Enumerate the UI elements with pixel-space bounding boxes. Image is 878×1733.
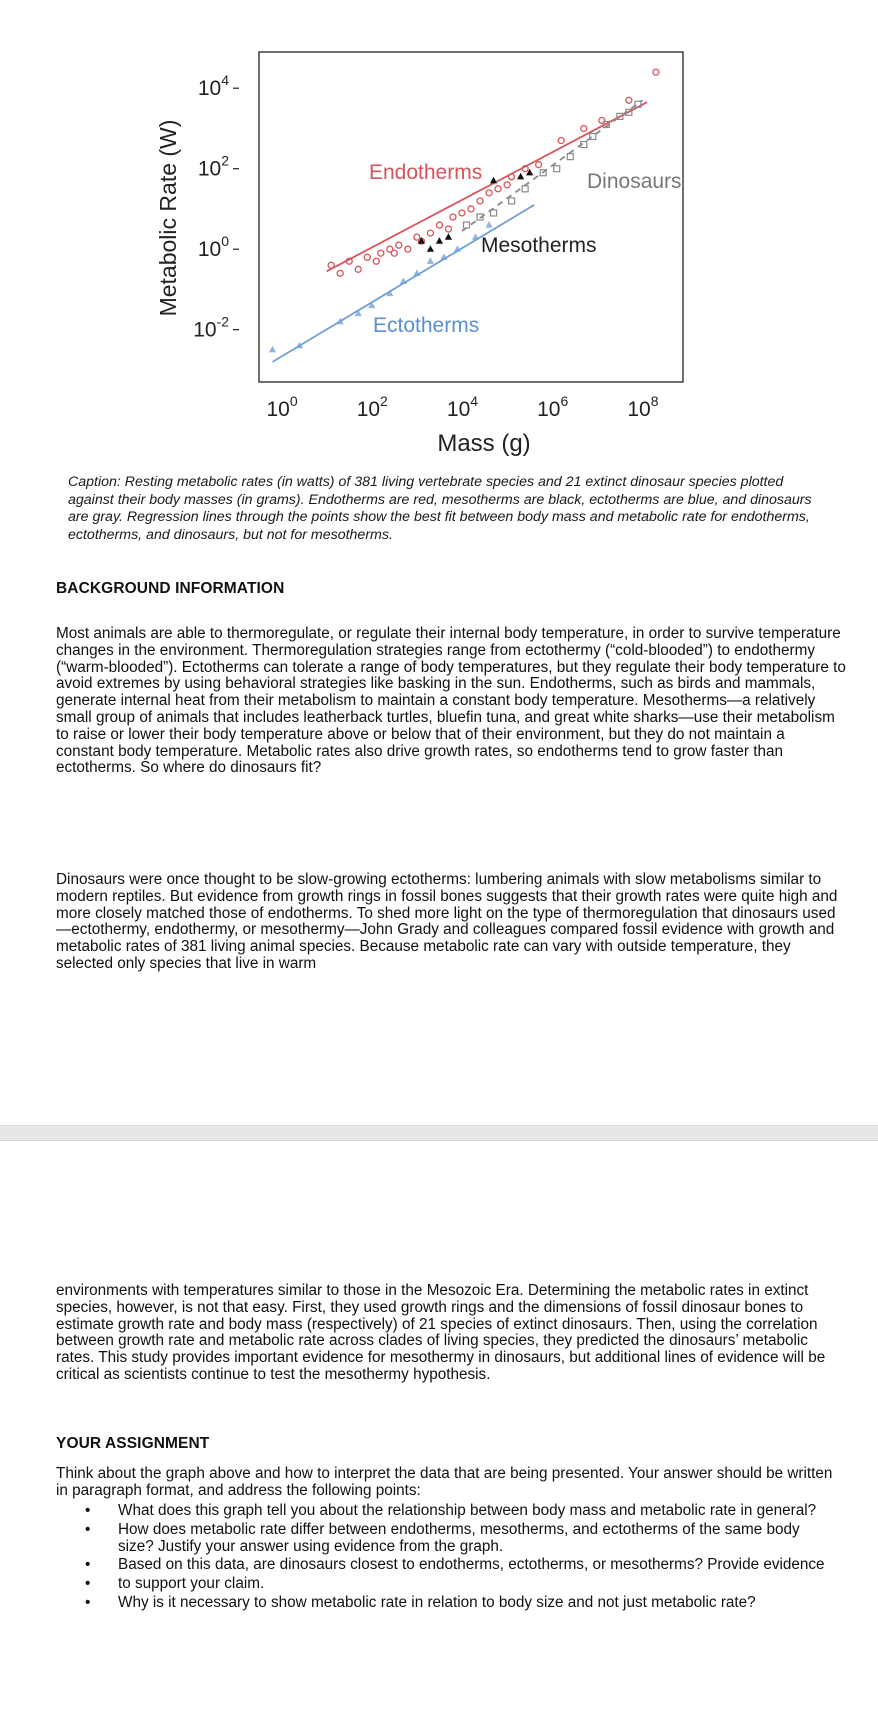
data-point-ectotherms	[427, 257, 434, 264]
data-point-dinosaurs	[567, 154, 573, 160]
label-ectotherms: Ectotherms	[373, 314, 480, 337]
data-point-endotherms	[477, 198, 483, 204]
data-point-endotherms	[445, 226, 451, 232]
label-endotherms: Endotherms	[369, 161, 483, 184]
background-paragraph-2: Dinosaurs were once thought to be slow-growing ectotherms: lumbering animals with slow metabolisms similar to modern reptiles. But evidence from growth rings in fossil bones suggests that their growth rates were quite high and more closely matched those of endotherms. To shed more light on the type of thermoregulation that dinosaurs used—ectothermy, endothermy, or mesothermy—John Grady and colleagues compared fossil evidence with growth and metabolic rates of 381 living animal species. Because metabolic rate can vary with outside temperature, they selected only species that live in warm	[56, 871, 838, 972]
data-point-endotherms	[373, 258, 379, 264]
data-point-endotherms	[378, 250, 384, 256]
label-dinosaurs: Dinosaurs	[587, 170, 682, 193]
data-point-endotherms	[558, 138, 564, 144]
data-point-endotherms	[653, 69, 659, 75]
page-separator	[0, 1125, 878, 1141]
data-point-endotherms	[495, 186, 501, 192]
data-point-ectotherms	[485, 221, 492, 228]
data-point-ectotherms	[337, 318, 344, 325]
list-item: • What does this graph tell you about the relationship between body mass and metabolic rate in general?	[56, 1503, 836, 1520]
background-paragraph-3: environments with temperatures similar to those in the Mesozoic Era. Determining the metabolic rates in extinct species, however, is not that easy. First, they used growth rings and the dimensions of fossil dinosaur bones to estimate growth rate and body mass (respectively) of 21 species of extinct dinosaurs. Then, using the correlation between growth rate and metabolic rate across clades of living species, they predicted the dinosaurs’ metabolic rates. This study provides important evidence for mesothermy in dinosaurs, but additional lines of evidence will be critical as scientists continue to test the mesothermy hypothesis.	[56, 1282, 826, 1383]
label-mesotherms: Mesotherms	[481, 234, 597, 257]
data-point-ectotherms	[400, 277, 407, 284]
y-tick-label: $10^0$	[197, 233, 229, 262]
data-point-endotherms	[504, 182, 510, 188]
data-point-endotherms	[450, 214, 456, 220]
data-point-endotherms	[355, 266, 361, 272]
assignment-heading: YOUR ASSIGNMENT	[56, 1435, 210, 1452]
data-point-endotherms	[536, 162, 542, 168]
data-point-dinosaurs	[509, 198, 515, 204]
data-point-mesotherms	[427, 245, 434, 252]
background-paragraph-1: Most animals are able to thermoregulate, or regulate their internal body temperature, in order to survive temperature changes in the environment. Thermoregulation strategies range from ectothermy (“cold-blooded”) to endothermy (“warm-blooded”). Ectotherms can tolerate a range of body temperatures, but they regulate their body temperature to avoid extremes by using behavioral strategies like basking in the sun. Endotherms, such as birds and mammals, generate internal heat from their metabolism to maintain a constant body temperature. Mesotherms—a relatively small group of animals that includes leatherback turtles, bluefin tuna, and great white sharks—use their metabolism to raise or lower their body temperature above or below that of their environment, but they do not maintain a constant body temperature. Metabolic rates also drive growth rates, so endotherms tend to grow faster than ectotherms. So where do dinosaurs fit?	[56, 625, 846, 777]
data-point-mesotherms	[526, 169, 533, 176]
data-point-endotherms	[436, 222, 442, 228]
fit-line-dinosaurs	[462, 100, 642, 231]
data-point-mesotherms	[445, 233, 452, 240]
data-point-endotherms	[427, 230, 433, 236]
data-point-endotherms	[337, 270, 343, 276]
background-heading: BACKGROUND INFORMATION	[56, 580, 285, 597]
list-item: • How does metabolic rate differ between endotherms, mesotherms, and ectotherms of the same body size? Justify your answer using evidence from the graph.	[56, 1522, 836, 1556]
data-point-endotherms	[396, 242, 402, 248]
x-tick-label: $10^2$	[356, 393, 388, 421]
figure-caption: Caption: Resting metabolic rates (in watts) of 381 living vertebrate species and 21 extinct dinosaur species plotted against their body masses (in grams). Endotherms are red, mesotherms are black, ectotherms are blue, and dinosaurs are gray. Regression lines through the points show the best fit between body mass and metabolic rate for endotherms, ectotherms, and dinosaurs, but not for mesotherms.	[68, 474, 812, 543]
data-point-dinosaurs	[522, 186, 528, 192]
data-point-mesotherms	[517, 173, 524, 180]
x-tick-label: $10^6$	[537, 393, 569, 421]
data-point-endotherms	[581, 125, 587, 131]
data-point-dinosaurs	[554, 166, 560, 172]
data-point-mesotherms	[436, 237, 443, 244]
data-point-endotherms	[391, 250, 397, 256]
metabolic-rate-scatter-chart	[0, 0, 878, 470]
data-point-endotherms	[486, 190, 492, 196]
data-point-ectotherms	[413, 269, 420, 276]
x-tick-label: $10^0$	[266, 393, 298, 421]
data-point-endotherms	[328, 262, 334, 268]
assignment-points-list	[56, 1503, 836, 1612]
x-axis-label: Mass (g)	[437, 430, 531, 457]
list-item: • Why is it necessary to show metabolic rate in relation to body size and not just metabolic rate?	[56, 1595, 836, 1612]
assignment-intro: Think about the graph above and how to interpret the data that are being presented. Your answer should be written in paragraph format, and address the following points:	[56, 1465, 833, 1499]
data-point-endotherms	[468, 206, 474, 212]
data-point-ectotherms	[269, 346, 276, 353]
x-tick-label: $10^8$	[627, 393, 659, 421]
data-point-endotherms	[405, 246, 411, 252]
document-page-2	[0, 1141, 878, 1733]
list-item: • to support your claim.	[56, 1576, 836, 1593]
y-tick-label: $10^{-2}$	[193, 313, 229, 342]
y-tick-label: $10^2$	[197, 152, 229, 181]
x-tick-label: $10^4$	[446, 393, 479, 421]
data-point-mesotherms	[490, 177, 497, 184]
data-point-endotherms	[364, 254, 370, 260]
list-item: • Based on this data, are dinosaurs closest to endotherms, ectotherms, or mesotherms? Provide evidence	[56, 1557, 836, 1574]
y-tick-label: $10^4$	[197, 72, 229, 101]
data-point-endotherms	[459, 210, 465, 216]
data-point-endotherms	[626, 97, 632, 103]
data-point-dinosaurs	[491, 210, 497, 216]
data-point-ectotherms	[472, 233, 479, 240]
y-axis-label: Metabolic Rate (W)	[155, 119, 181, 317]
